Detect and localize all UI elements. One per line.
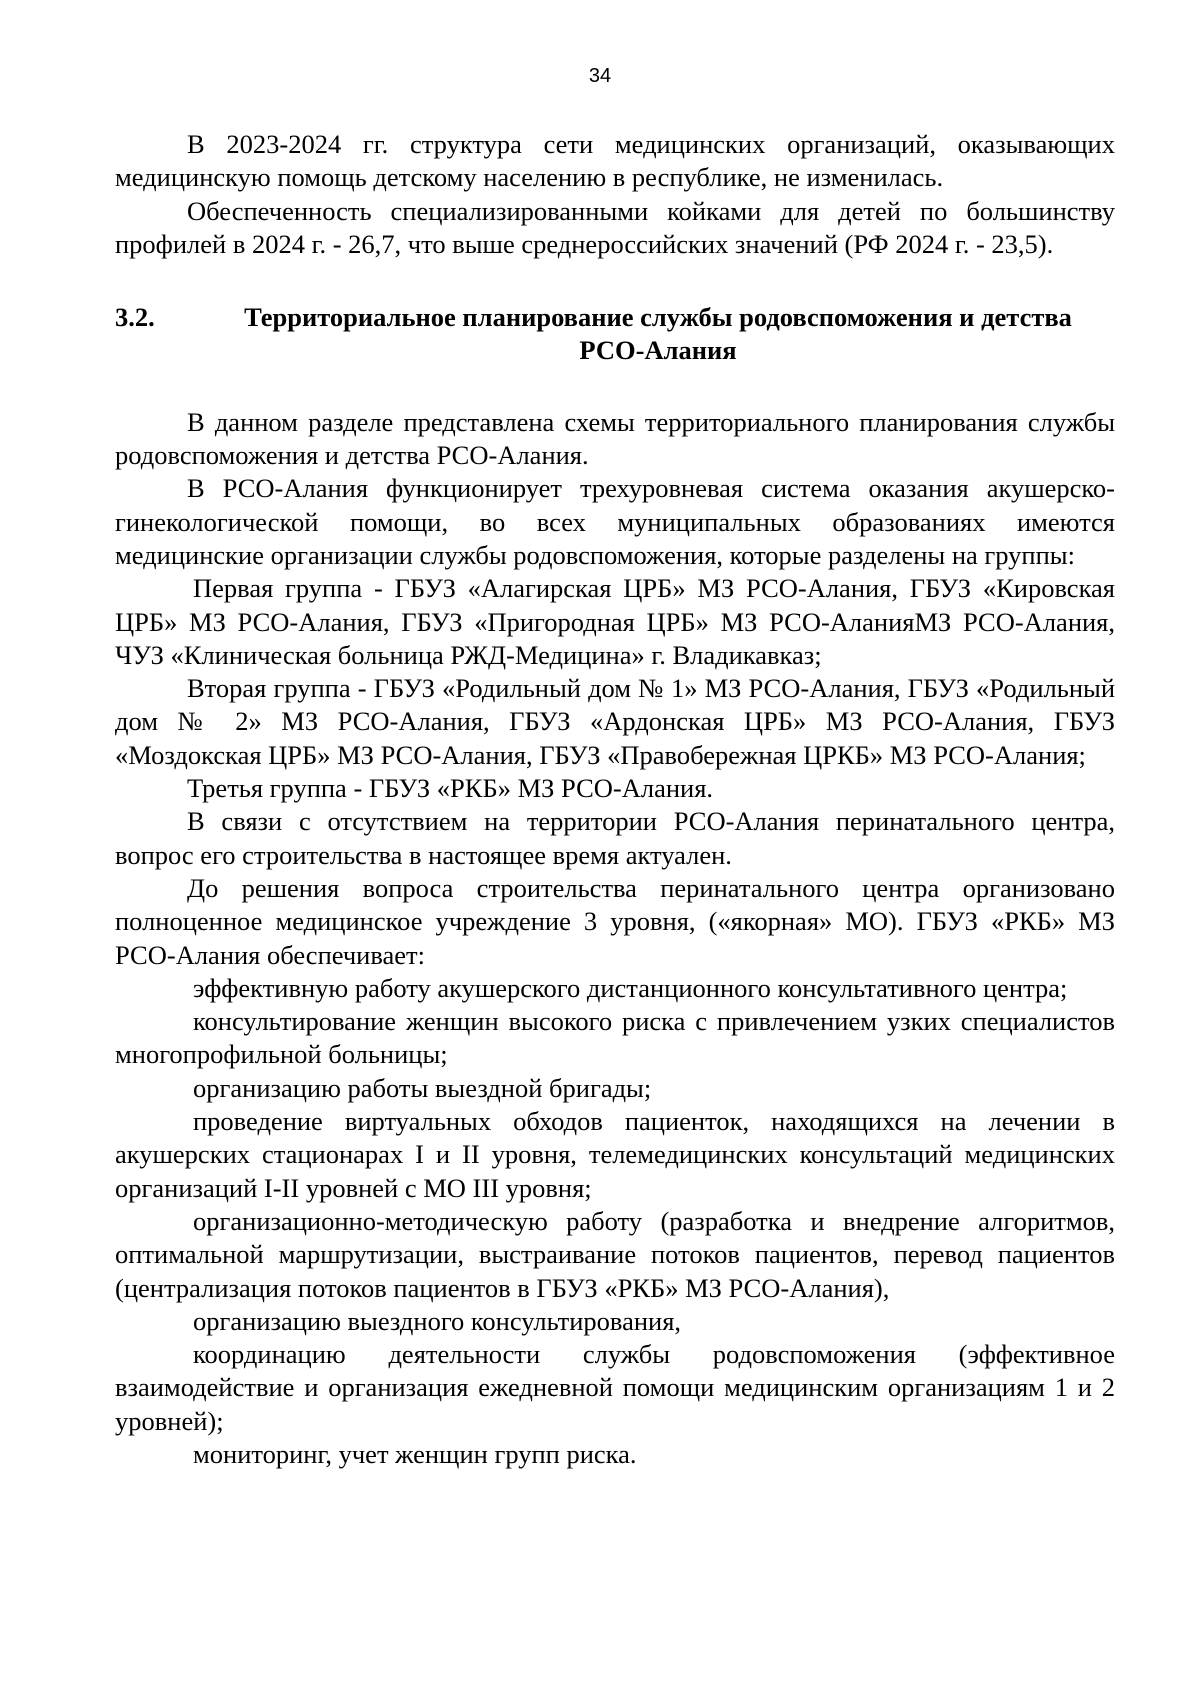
duty-item: проведение виртуальных обходов пациенток, находящихся на лечении в акушерских стационарах I и II уровня, телемедицинских консультаций медицинских организаций I-II уровней с МО III уровня; (115, 1106, 1115, 1203)
duty-item: консультирование женщин высокого риска с привлечением узких специалистов многопрофильной больницы; (115, 1006, 1115, 1070)
page-number: 34 (588, 65, 612, 87)
body-paragraph-2: В РСО-Алания функционирует трехуровневая система оказания акушерско-гинекологической помощи, во всех муниципальных образованиях имеются медицинские организации службы родовспоможения, которые разделены на группы: (115, 473, 1115, 570)
page-content (115, 128, 1115, 1471)
intro-paragraph-1: В 2023-2024 гг. структура сети медицинских организаций, оказывающих медицинскую помощь детскому населению в республике, не изменилась. (115, 129, 1115, 193)
duty-item: эффективную работу акушерского дистанционного консультативного центра; (193, 972, 1068, 1003)
section-heading (115, 301, 1115, 368)
section-number: 3.2. (115, 302, 155, 333)
duty-item: организацию выездного консультирования, (193, 1305, 682, 1336)
section-title-line-2: РСО-Алания (579, 335, 737, 366)
group-three-paragraph: Третья группа - ГБУЗ «РКБ» МЗ РСО-Алания. (187, 773, 714, 804)
duty-item: координацию деятельности службы родовспоможения (эффективное взаимодействие и организация ежедневной помощи медицинским организациям 1 и 2 уровней); (115, 1339, 1115, 1436)
body-paragraph-6: В связи с отсутствием на территории РСО-Алания перинатального центра, вопрос его строительства в настоящее время актуален. (115, 806, 1115, 870)
body-paragraph-7: До решения вопроса строительства перинатального центра организовано полноценное медицинское учреждение 3 уровня, («якорная» МО). ГБУЗ «РКБ» МЗ РСО-Алания обеспечивает: (115, 872, 1115, 970)
group-two-paragraph: Вторая группа - ГБУЗ «Родильный дом № 1» МЗ РСО-Алания, ГБУЗ «Родильный дом № 2» МЗ РСО-Алания, ГБУЗ «Ардонская ЦРБ» МЗ РСО-Алания, ГБУЗ «Моздокская ЦРБ» МЗ РСО-Алания, ГБУЗ «Правобережная ЦРКБ» МЗ РСО-Алания; (115, 673, 1115, 770)
section-title-line-1: Территориальное планирование службы родовспоможения и детства (244, 302, 1072, 333)
duty-item: мониторинг, учет женщин групп риска. (193, 1438, 637, 1469)
intro-paragraph-2: Обеспеченность специализированными койками для детей по большинству профилей в 2024 г. - 26,7, что выше среднероссийских значений (РФ 2024 г. - 23,5). (115, 195, 1115, 259)
duty-item: организационно-методическую работу (разработка и внедрение алгоритмов, оптимальной маршрутизации, выстраивание потоков пациентов, перевод пациентов (централизация потоков пациентов в ГБУЗ «РКБ» МЗ РСО-Алания), (115, 1205, 1115, 1303)
body-paragraph-1: В данном разделе представлена схемы территориального планирования службы родовспоможения и детства РСО-Алания. (115, 406, 1115, 471)
duty-item: организацию работы выездной бригады; (193, 1072, 652, 1103)
group-one-paragraph: Первая группа - ГБУЗ «Алагирская ЦРБ» МЗ РСО-Алания, ГБУЗ «Кировская ЦРБ» МЗ РСО-Алания, ГБУЗ «Пригородная ЦРБ» МЗ РСО-АланияМЗ РСО-Алания, ЧУЗ «Клиническая больница РЖД-Медицина» г. Владикавказ; (115, 573, 1115, 670)
